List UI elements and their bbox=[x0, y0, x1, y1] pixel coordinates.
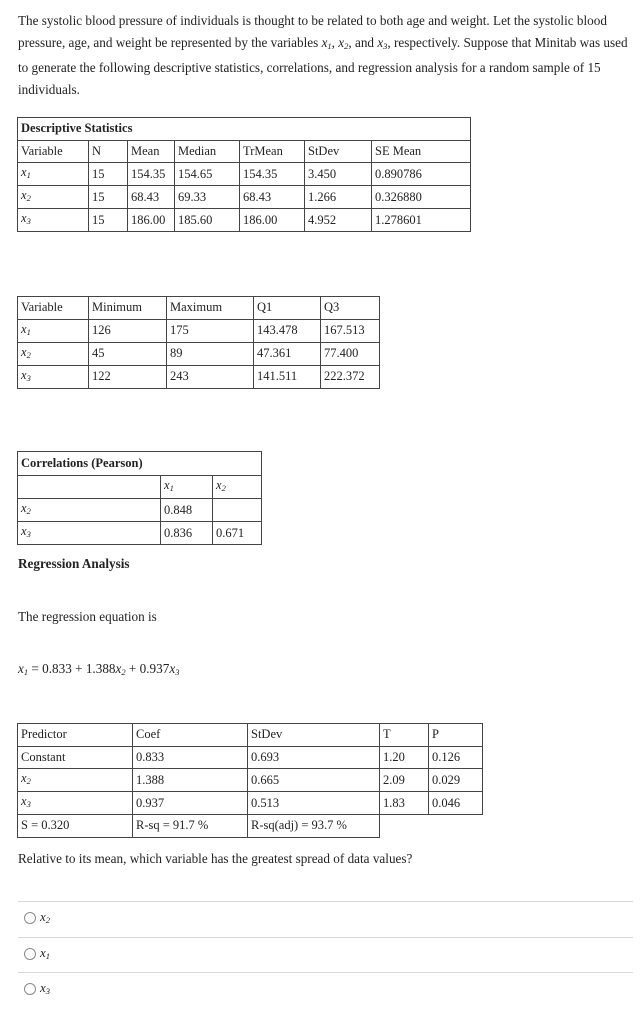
descriptive-stats-table-2 bbox=[17, 296, 380, 389]
regression-equation: $x_1 = 0.833 + 1.388x_2 + 0.937x_3$ bbox=[18, 661, 180, 677]
table-row: $x_2$ 1.388 0.665 2.09 0.029 bbox=[18, 769, 483, 792]
table-row: $x_3$ 0.836 0.671 bbox=[18, 522, 262, 545]
rsq-value: R-sq = 91.7 % bbox=[133, 815, 248, 838]
radio-button[interactable] bbox=[24, 948, 36, 960]
var-x1: $x_1$ bbox=[321, 34, 332, 51]
descriptive-header-row: Variable N Mean Median TrMean StDev SE Mean bbox=[18, 140, 471, 163]
intro-paragraph: The systolic blood pressure of individuals is thought to be related to both age and weight. Let the systolic blood pressure, age, and weight be represented by the variables $x_1$, $x_2$, and $x_3$, respectively. Suppose that Minitab was used to generate the following descriptive statistics, correlations, and regression analysis for a random sample of 15 individuals. bbox=[18, 13, 628, 97]
rsq-adj-value: R-sq(adj) = 93.7 % bbox=[248, 815, 380, 838]
regression-equation-intro: The regression equation is bbox=[18, 609, 157, 624]
table-row: Constant 0.833 0.693 1.20 0.126 bbox=[18, 746, 483, 769]
var-x2: $x_2$ bbox=[338, 34, 349, 51]
table-row: $x_2$ 45 89 47.361 77.400 bbox=[18, 342, 380, 365]
row-label-x3: $x_3$ bbox=[18, 522, 161, 545]
correlations-caption: Correlations (Pearson) bbox=[18, 452, 262, 476]
row-label-x2: $x_2$ bbox=[18, 342, 89, 365]
table-row bbox=[18, 815, 483, 838]
descriptive2-header-row: Variable Minimum Maximum Q1 Q3 bbox=[18, 297, 380, 320]
row-label-x2: $x_2$ bbox=[18, 186, 89, 209]
intro-text-1: The systolic blood pressure of individuals is thought to be related to both age and weight. Let the systolic blood pressure, age, and weight be represented by the variables bbox=[18, 13, 607, 50]
answer-option-x1[interactable]: $x_1$ bbox=[18, 937, 633, 973]
table-row: $x_3$ 122 243 141.511 222.372 bbox=[18, 365, 380, 388]
regression-heading: Regression Analysis bbox=[18, 556, 130, 571]
regression-table bbox=[17, 723, 483, 838]
answer-option-x2[interactable]: $x_2$ bbox=[18, 901, 633, 937]
s-value: S = 0.320 bbox=[18, 815, 133, 838]
intro-text-3: , respectively. Suppose that Minitab was used to generate the following descriptive statistics, correlations, and regression analysis for a random sample of 15 individuals. bbox=[18, 34, 628, 97]
regression-header-row: Predictor Coef StDev T P bbox=[18, 724, 483, 747]
table-row: $x_1$ 126 175 143.478 167.513 bbox=[18, 319, 380, 342]
correlations-table bbox=[17, 451, 262, 545]
descriptive-caption: Descriptive Statistics bbox=[18, 118, 471, 141]
row-label-x1: $x_1$ bbox=[18, 319, 89, 342]
table-row: $x_3$ 0.937 0.513 1.83 0.046 bbox=[18, 792, 483, 815]
row-label-x3: $x_3$ bbox=[18, 365, 89, 388]
correlations-header-row: $x_1$ $x_2$ bbox=[18, 476, 262, 499]
row-label-x3: $x_3$ bbox=[18, 209, 89, 232]
var-x3: $x_3$ bbox=[377, 34, 388, 51]
row-label-x1: $x_1$ bbox=[18, 163, 89, 186]
radio-button[interactable] bbox=[24, 912, 36, 924]
table-row: $x_3$ 15 186.00 185.60 186.00 4.952 1.278601 bbox=[18, 209, 471, 232]
table-row: $x_2$ 0.848 bbox=[18, 499, 262, 522]
intro-text-2: , and bbox=[348, 34, 378, 50]
radio-button[interactable] bbox=[24, 983, 36, 995]
answer-option-x3[interactable]: $x_3$ bbox=[18, 972, 633, 1008]
descriptive-stats-table bbox=[17, 117, 471, 232]
row-label-x2: $x_2$ bbox=[18, 499, 161, 522]
question-text: Relative to its mean, which variable has the greatest spread of data values? bbox=[18, 851, 413, 866]
table-row: $x_2$ 15 68.43 69.33 68.43 1.266 0.326880 bbox=[18, 186, 471, 209]
table-row: $x_1$ 15 154.35 154.65 154.35 3.450 0.890786 bbox=[18, 163, 471, 186]
